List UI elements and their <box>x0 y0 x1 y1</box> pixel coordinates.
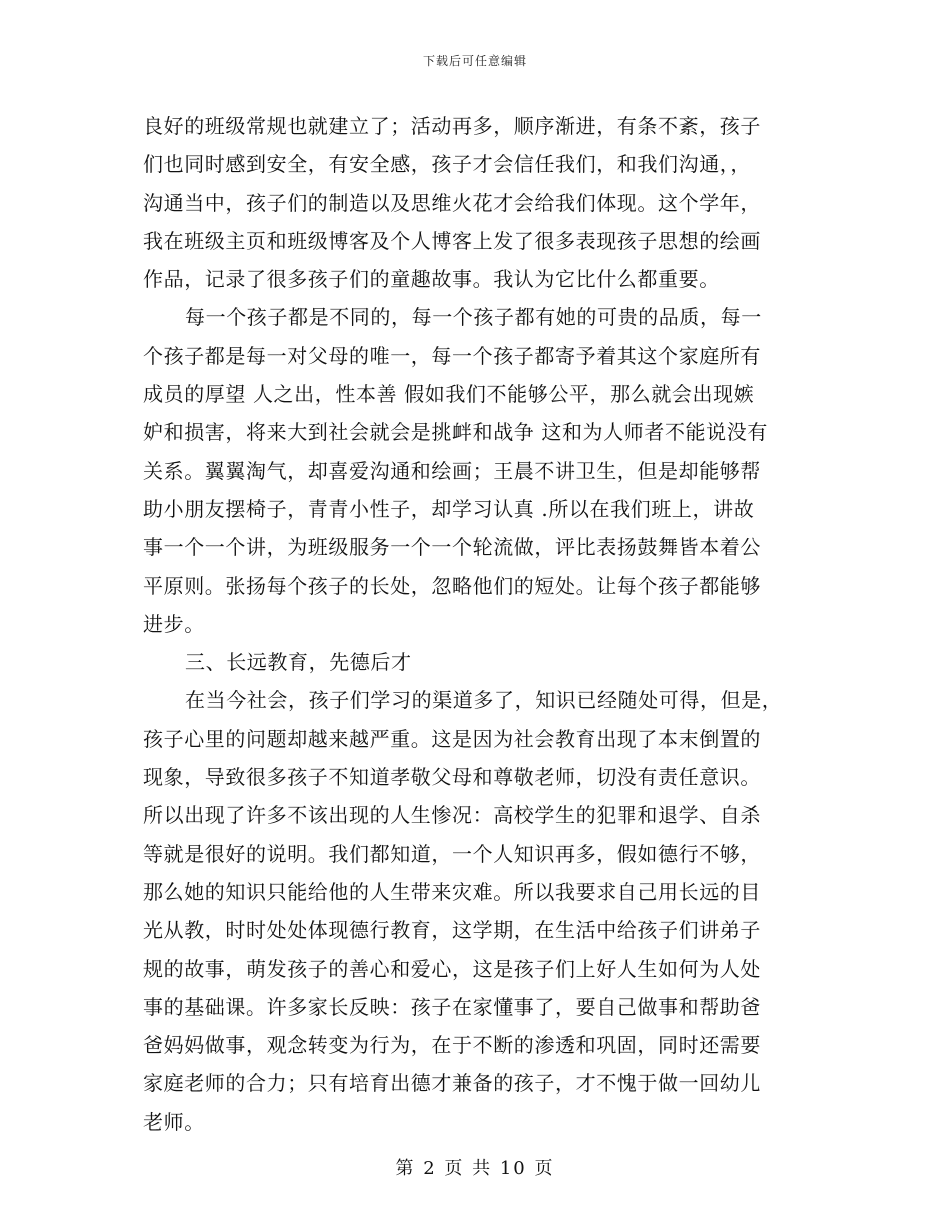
body-line: 我在班级主页和班级博客及个人博客上发了很多表现孩子思想的绘画 <box>143 228 761 253</box>
body-line: 作品，记录了很多孩子们的童趣故事。我认为它比什么都重要。 <box>143 267 720 292</box>
paragraph-start-line: 每一个孩子都是不同的，每一个孩子都有她的可贵的品质，每一 <box>185 305 762 330</box>
body-line: 事一个一个讲，为班级服务一个一个轮流做，评比表扬鼓舞皆本着公 <box>143 535 761 560</box>
body-line: 老师。 <box>143 1109 205 1134</box>
body-line: 妒和损害，将来大到社会就会是挑衅和战争 这和为人师者不能说没有 <box>143 420 768 445</box>
body-line: 关系。翼翼淘气，却喜爱沟通和绘画；王晨不讲卫生，但是却能够帮 <box>143 458 761 483</box>
document-body <box>143 107 815 1141</box>
body-line: 家庭老师的合力；只有培育出德才兼备的孩子，才不愧于做一回幼儿 <box>143 1071 761 1096</box>
body-line: 事的基础课。许多家长反映：孩子在家懂事了，要自己做事和帮助爸 <box>143 994 761 1019</box>
body-line: 们也同时感到安全，有安全感，孩子才会信任我们，和我们沟通，， <box>143 152 751 177</box>
body-line: 规的故事，萌发孩子的善心和爱心，这是孩子们上好人生如何为人处 <box>143 956 761 981</box>
page-header: 下载后可任意编辑 <box>422 54 527 68</box>
body-line: 个孩子都是每一对父母的唯一，每一个孩子都寄予着其这个家庭所有 <box>143 343 761 368</box>
body-line: 平原则。张扬每个孩子的长处，忽略他们的短处。让每个孩子都能够 <box>143 573 761 598</box>
paragraph-start-line: 在当今社会，孩子们学习的渠道多了，知识已经随处可得，但是， <box>185 688 783 713</box>
body-line: 沟通当中，孩子们的制造以及思维火花才会给我们体现。这个学年， <box>143 190 761 215</box>
body-line: 助小朋友摆椅子，青青小性子，却学习认真 .所以在我们班上，讲故 <box>143 496 755 521</box>
body-line: 良好的班级常规也就建立了；活动再多，顺序渐进，有条不紊，孩子 <box>143 114 761 138</box>
body-line: 所以出现了许多不该出现的人生惨况：高校学生的犯罪和退学、自杀 <box>143 803 761 828</box>
body-line: 成员的厚望 人之出，性本善 假如我们不能够公平，那么就会出现嫉 <box>143 382 755 407</box>
page-number-footer: 第 2 页 共 10 页 <box>395 1158 555 1179</box>
body-line: 等就是很好的说明。我们都知道，一个人知识再多，假如德行不够， <box>143 841 761 866</box>
section-heading: 三、长远教育，先德后才 <box>185 650 412 675</box>
body-line: 爸妈妈做事，观念转变为行为，在于不断的渗透和巩固，同时还需要 <box>143 1033 761 1058</box>
body-line: 那么她的知识只能给他的人生带来灾难。所以我要求自己用长远的目 <box>143 879 761 904</box>
body-line: 孩子心里的问题却越来越严重。这是因为社会教育出现了本末倒置的 <box>143 726 761 751</box>
body-line: 进步。 <box>143 611 205 636</box>
body-line: 光从教，时时处处体现德行教育，这学期，在生活中给孩子们讲弟子 <box>143 918 761 943</box>
body-line: 现象，导致很多孩子不知道孝敬父母和尊敬老师，切没有责任意识。 <box>143 765 761 790</box>
